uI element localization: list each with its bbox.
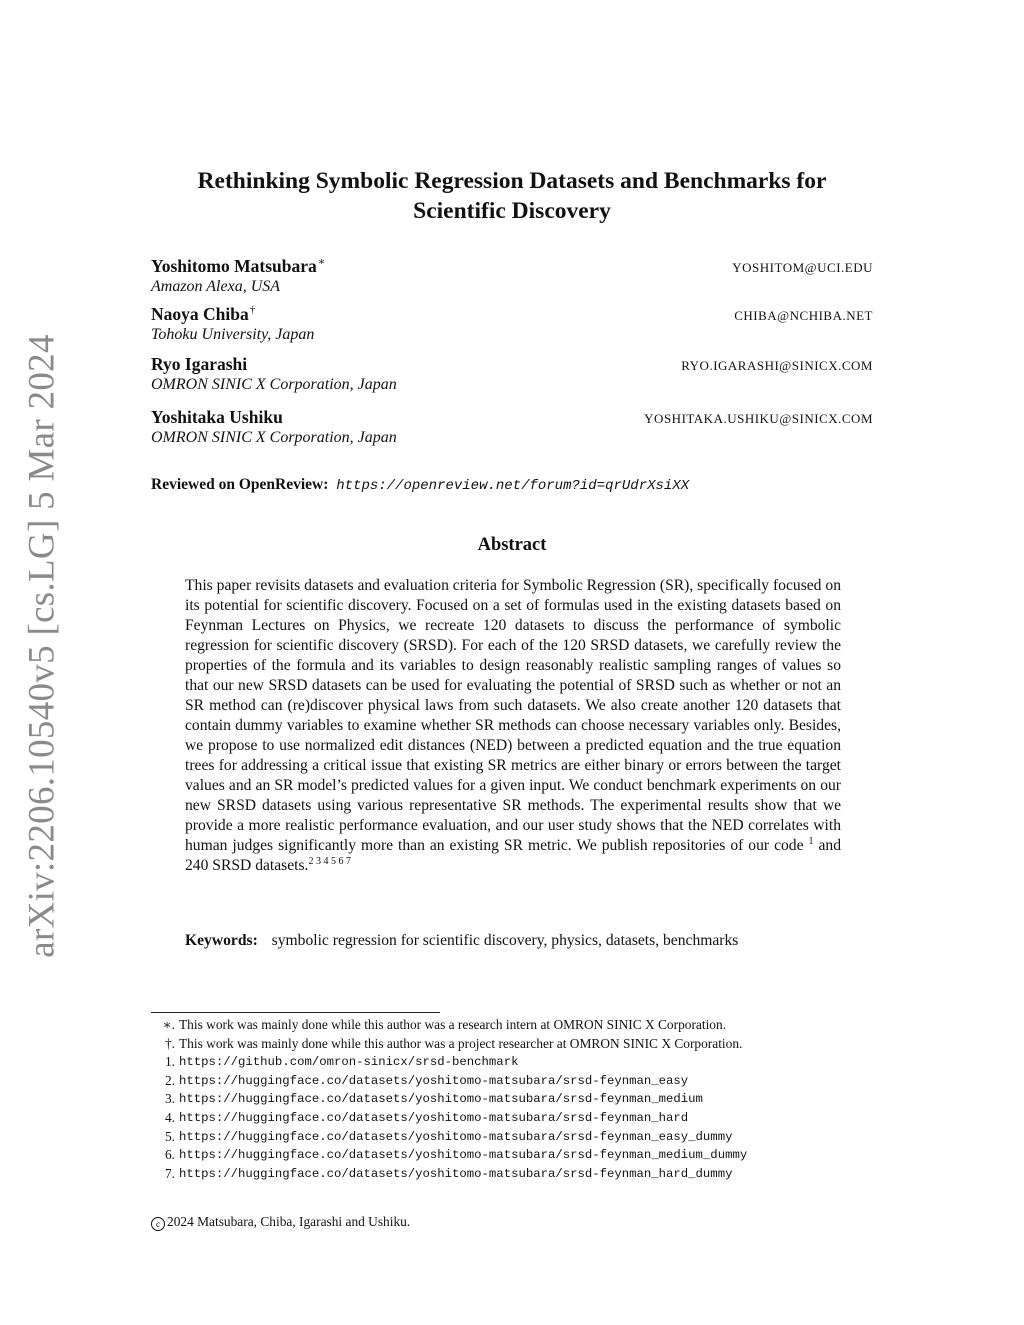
author-name: Ryo Igarashi (151, 354, 248, 374)
footnote-link[interactable]: 3. https://huggingface.co/datasets/yoshitomo-matsubara/srsd-feynman_medium (164, 1091, 703, 1107)
title-line-2: Scientific Discovery (413, 198, 611, 224)
author-block (151, 354, 873, 394)
author-affiliation: OMRON SINIC X Corporation, Japan (151, 429, 397, 446)
author-block (151, 255, 873, 296)
author-name: Yoshitomo Matsubara∗ (151, 255, 326, 276)
author-affiliation: Amazon Alexa, USA (151, 277, 281, 295)
footnote-ref[interactable]: 1 (808, 835, 814, 847)
footnote-item: †. This work was mainly done while this author was a project researcher at OMRON SINIC X Corporation. (164, 1035, 743, 1051)
author-email[interactable]: YOSHITOM@UCI.EDU (732, 259, 873, 275)
footnote-divider (151, 1012, 440, 1013)
footnote-link[interactable]: 6. https://huggingface.co/datasets/yoshitomo-matsubara/srsd-feynman_medium_dummy (164, 1147, 748, 1163)
title-line-1: Rethinking Symbolic Regression Datasets and Benchmarks for (197, 168, 827, 194)
footnote-refs[interactable]: 2 3 4 5 6 7 (308, 855, 351, 867)
copyright-notice: c 2024 Matsubara, Chiba, Igarashi and Ushiku. (151, 1214, 410, 1231)
reviewed-on-openreview (151, 476, 689, 494)
author-affiliation: Tohoku University, Japan (151, 326, 315, 343)
footnote-link[interactable]: 2. https://huggingface.co/datasets/yoshitomo-matsubara/srsd-feynman_easy (164, 1072, 689, 1088)
author-block (151, 407, 873, 447)
keywords-label: Keywords: (185, 932, 258, 949)
abstract-heading: Abstract (477, 535, 547, 555)
footnote-link[interactable]: 5. https://huggingface.co/datasets/yoshitomo-matsubara/srsd-feynman_easy_dummy (164, 1128, 733, 1144)
author-email[interactable]: RYO.IGARASHI@SINICX.COM (681, 358, 873, 373)
reviewed-label: Reviewed on OpenReview: (151, 476, 329, 493)
author-email[interactable]: YOSHITAKA.USHIKU@SINICX.COM (644, 411, 873, 426)
arxiv-stamp: arXiv:2206.10540v5 [cs.LG] 5 Mar 2024 (21, 334, 63, 958)
paper-title (140, 166, 884, 226)
footnotes (151, 1016, 881, 1183)
abstract-text: This paper revisits datasets and evaluation criteria for Symbolic Regression (SR), specifically focused on its potential for scientific discovery. Focused on a set of formulas used in the existing datasets based on Feynman Lectures on Physics, we recreate 120 datasets to discuss the performance of symbolic regression for scientific discovery (SRSD). For each of the 120 SRSD datasets, we carefully review the properties of the formula and its variables to design reasonably realistic sampling ranges of values so that our new SRSD datasets can be used for evaluating the potential of SRSD such as whether or not an SR method can (re)discover physical laws from such datasets. We also create another 120 datasets that contain dummy variables to examine whether SR methods can choose necessary variables only. Besides, we propose to use normalized edit distances (NED) between a predicted equation and the true equation trees for addressing a critical issue that existing SR metrics are either binary or errors between the target values and an SR model’s predicted values for a given input. We conduct benchmark experiments on our new SRSD datasets using various representative SR methods. The experimental results show that we provide a more realistic performance evaluation, and our user study shows that the NED correlates with human judges significantly more than an existing SR metric. We publish repositories of our code $^1$ and 240 SRSD datasets.$^{2 3 4 5 6 7}$ (185, 577, 842, 874)
openreview-link[interactable]: https://openreview.net/forum?id=qrUdrXsiXX (336, 478, 690, 494)
footnote-link[interactable]: 4. https://huggingface.co/datasets/yoshitomo-matsubara/srsd-feynman_hard (164, 1109, 689, 1125)
footnote-link[interactable]: 7. https://huggingface.co/datasets/yoshitomo-matsubara/srsd-feynman_hard_dummy (164, 1165, 733, 1181)
copyright-icon: c (151, 1217, 165, 1231)
footnote-link[interactable]: 1. https://github.com/omron-sinicx/srsd-benchmark (164, 1054, 519, 1070)
author-affiliation: OMRON SINIC X Corporation, Japan (151, 376, 397, 393)
keywords-text: symbolic regression for scientific discovery, physics, datasets, benchmarks (271, 932, 739, 949)
author-name: Yoshitaka Ushiku (151, 407, 283, 427)
footnote-item: ∗. This work was mainly done while this author was a research intern at OMRON SINIC X Corporation. (162, 1017, 727, 1032)
author-email[interactable]: CHIBA@NCHIBA.NET (734, 308, 873, 323)
author-name: Naoya Chiba† (151, 304, 256, 324)
keywords (185, 932, 738, 950)
author-block (151, 304, 873, 344)
